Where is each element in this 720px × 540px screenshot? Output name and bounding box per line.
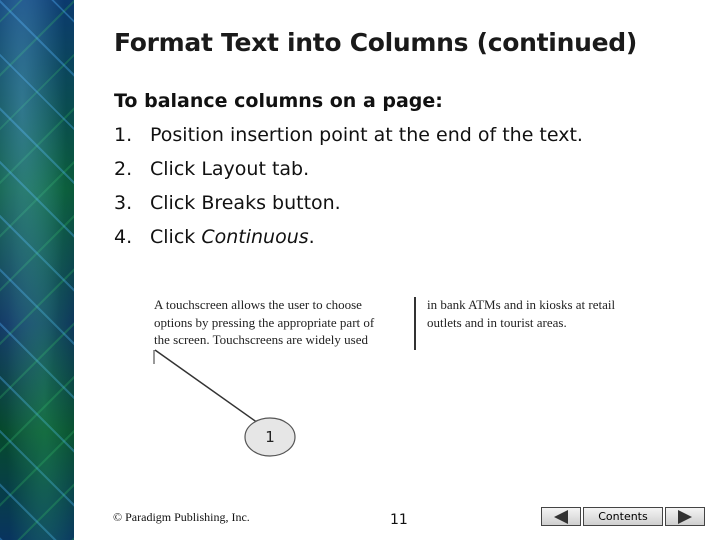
callout-number: 1 (265, 428, 275, 446)
steps-subheading: To balance columns on a page: (114, 90, 443, 112)
step-number: 1. (114, 124, 133, 146)
copyright-text: © Paradigm Publishing, Inc. (113, 510, 250, 524)
step-text: Click (150, 226, 202, 248)
previous-slide-button[interactable] (541, 507, 581, 526)
step-text: Position insertion point at the end of the text. (150, 124, 583, 146)
sample-line: A touchscreen allows the user to choose (154, 297, 362, 312)
sample-line: the screen. Touchscreens are widely used (154, 332, 368, 347)
next-slide-button[interactable] (665, 507, 705, 526)
sample-line: in bank ATMs and in kiosks at retail (427, 297, 616, 312)
step-emphasis: Continuous (201, 226, 309, 248)
sample-line: options by pressing the appropriate part of (154, 314, 375, 330)
arrow-right-icon (678, 510, 692, 524)
step-text: Click Breaks button. (150, 192, 341, 214)
step-number: 2. (114, 158, 133, 180)
step-number: 3. (114, 192, 133, 214)
step-text: Click Layout tab. (150, 158, 310, 180)
step-number: 4. (114, 226, 133, 248)
callout-leader-line (155, 350, 258, 423)
sample-line: outlets and in tourist areas. (427, 314, 567, 330)
arrow-left-icon (554, 510, 568, 524)
page-number: 11 (390, 512, 408, 528)
contents-button[interactable]: Contents (583, 507, 663, 526)
slide-title: Format Text into Columns (continued) (114, 28, 637, 57)
step-suffix: . (308, 226, 315, 248)
